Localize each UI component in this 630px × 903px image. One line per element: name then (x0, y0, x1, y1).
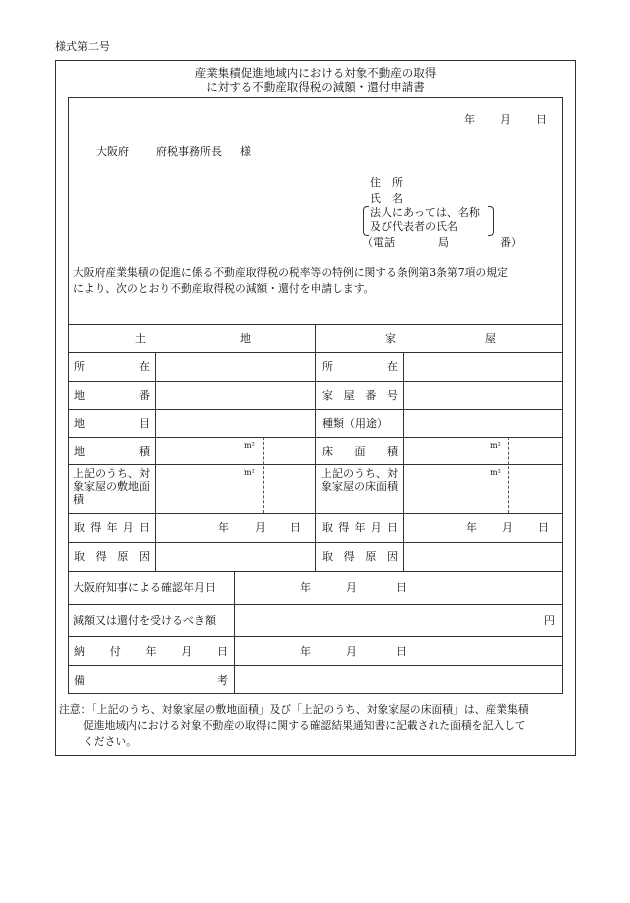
applicant-address-label: 住 所 (370, 176, 403, 189)
building-date-day: 日 (538, 521, 549, 534)
building-floor-area-label: 床面積 (322, 445, 398, 458)
land-date-year: 年 (218, 521, 229, 534)
building-acquired-cause-label: 取得原因 (322, 550, 398, 563)
confirm-date-year: 年 (300, 581, 311, 594)
column-divider (315, 324, 316, 571)
land-category-label: 地目 (74, 417, 150, 430)
payment-date-month: 月 (346, 645, 357, 658)
date-day-field[interactable]: 日 (536, 113, 547, 126)
land-acquired-date-label: 取得年月日 (74, 521, 150, 534)
remarks-label: 備考 (74, 674, 228, 687)
phone-label: （電話 (362, 236, 395, 249)
phone-number-label: 番） (500, 236, 522, 249)
payment-date-label: 納付年月日 (74, 645, 228, 658)
refund-amount-label: 減額又は還付を受けるべき額 (73, 614, 216, 627)
addressee-office[interactable]: 府税事務所長 (156, 145, 222, 158)
form-number: 様式第二号 (55, 40, 110, 53)
building-date-year: 年 (466, 521, 477, 534)
building-acquired-cause-input[interactable] (404, 543, 562, 570)
land-acquired-cause-label: 取得原因 (74, 550, 150, 563)
confirm-date-day: 日 (396, 581, 407, 594)
building-area-unit: m² (490, 441, 501, 450)
statement-line1: 大阪府産業集積の促進に係る不動産取得税の税率等の特例に関する条例第3条第7項の規定 (73, 266, 508, 279)
form-title-line2: に対する不動産取得税の減額・還付申請書 (206, 80, 425, 94)
land-location-input[interactable] (156, 353, 314, 380)
applicant-corp-line1: 法人にあっては、名称 (370, 206, 480, 219)
area-dashed-divider (508, 437, 509, 513)
land-location-label: 所在 (74, 360, 150, 373)
payment-date-year: 年 (300, 645, 311, 658)
land-area-label: 地積 (74, 445, 150, 458)
land-area-unit: m² (244, 441, 255, 450)
land-date-day: 日 (290, 521, 301, 534)
statement-line2: により、次のとおり不動産取得税の減額・還付を申請します。 (73, 282, 375, 295)
building-location-input[interactable] (404, 353, 562, 380)
remarks-input[interactable] (235, 666, 562, 693)
refund-amount-input[interactable] (235, 605, 535, 635)
form-title-line1: 産業集積促進地域内における対象不動産の取得 (194, 66, 437, 80)
building-header-right: 屋 (485, 332, 496, 345)
payment-date-day: 日 (396, 645, 407, 658)
building-target-area-label: 上記のうち、対象家屋の床面積 (321, 467, 398, 493)
land-header-right: 地 (240, 332, 251, 345)
building-target-area-unit: m² (490, 468, 501, 477)
land-target-area-label: 上記のうち、対象家屋の敷地面積 (73, 467, 150, 506)
yen-unit: 円 (544, 614, 555, 627)
confirm-date-label: 大阪府知事による確認年月日 (73, 581, 216, 594)
land-lot-number-input[interactable] (156, 382, 314, 408)
phone-office-label: 局 (438, 236, 449, 249)
addressee-honorific: 様 (240, 145, 251, 158)
land-acquired-cause-input[interactable] (156, 543, 314, 570)
date-year-field[interactable]: 年 (464, 113, 475, 126)
building-acquired-date-label: 取得年月日 (322, 521, 398, 534)
building-date-month: 月 (502, 521, 513, 534)
note-line3: ください。 (83, 735, 137, 748)
confirm-date-month: 月 (346, 581, 357, 594)
land-area-input[interactable] (156, 438, 262, 463)
building-floor-area-input[interactable] (404, 438, 507, 463)
row-line (68, 571, 563, 572)
land-lot-number-label: 地番 (74, 389, 150, 402)
building-kind-label: 種類（用途） (322, 417, 388, 430)
building-house-number-input[interactable] (404, 382, 562, 408)
applicant-name-label: 氏 名 (370, 192, 403, 205)
note-line1: 注意：「上記のうち、対象家屋の敷地面積」及び「上記のうち、対象家屋の床面積」は、産業集積 (59, 703, 529, 716)
row-line (68, 636, 563, 637)
land-category-input[interactable] (156, 410, 314, 436)
note-line2: 促進地域内における対象不動産の取得に関する確認結果通知書に記載された面積を記入して (83, 719, 526, 732)
building-house-number-label: 家屋番号 (322, 389, 398, 402)
land-date-month: 月 (255, 521, 266, 534)
corp-bracket-left (363, 206, 369, 236)
land-target-area-unit: m² (244, 468, 255, 477)
date-month-field[interactable]: 月 (500, 113, 511, 126)
applicant-corp-line2: 及び代表者の氏名 (370, 220, 458, 233)
addressee-prefecture: 大阪府 (96, 145, 129, 158)
building-kind-input[interactable] (404, 410, 562, 436)
building-header-left: 家 (385, 332, 396, 345)
land-target-area-input[interactable] (156, 465, 262, 512)
building-target-area-input[interactable] (404, 465, 507, 512)
area-dashed-divider (263, 437, 264, 513)
land-header-left: 土 (135, 332, 146, 345)
building-location-label: 所在 (322, 360, 398, 373)
corp-bracket-right (488, 206, 494, 236)
